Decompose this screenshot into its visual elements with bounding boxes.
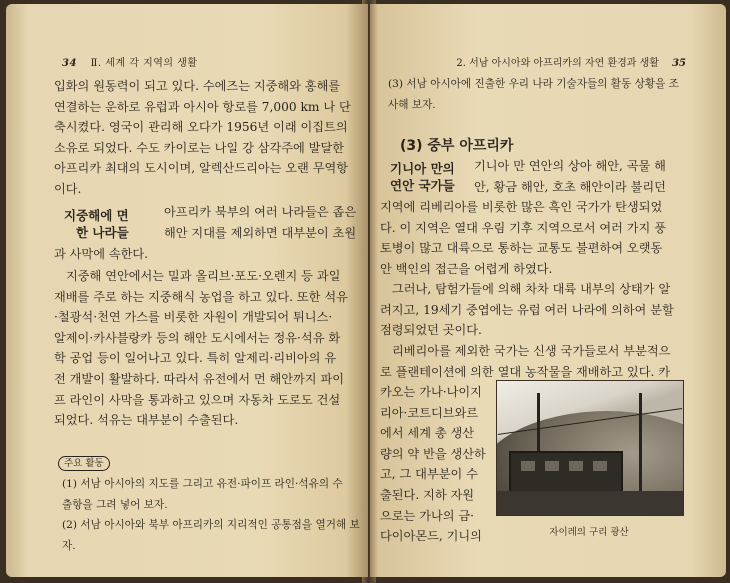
text-line: 카오는 가나·나이지 <box>380 385 482 399</box>
text-line: 입화의 원동력이 되고 있다. 수에즈는 지중해와 홍해를 <box>54 79 341 93</box>
text-line: 다이아몬드, 기니의 <box>380 529 482 544</box>
subheading-line: 지중해에 면 <box>64 208 129 223</box>
text-line: 프 라인이 사막을 통과하고 있으며 자동차 도로도 건설 <box>54 392 341 407</box>
left-page <box>6 4 368 577</box>
left-subheading-text-cont <box>54 244 148 265</box>
text-line: 고, 그 대부분이 수 <box>380 467 478 482</box>
text-line: 아프리카 북부의 여러 나라들은 좁은 <box>164 205 357 219</box>
text-line: 연결하는 운하로 유럽과 아시아 항로를 7,000 km 나 단 <box>54 99 351 114</box>
left-page-number: 34 <box>62 58 77 69</box>
left-running-title: Ⅱ. 세계 각 지역의 생활 <box>90 58 198 69</box>
left-paragraph-2 <box>54 266 348 431</box>
subheading-line: 연안 국가들 <box>390 178 455 193</box>
text-line: 되었다. 석유는 대부분이 수출된다. <box>54 413 239 428</box>
text-line: 이다. <box>54 181 82 196</box>
text-line: 그러나, 탐험가들에 의해 차차 대륙 내부의 상태가 알 <box>392 282 671 296</box>
right-activity-3 <box>388 74 679 115</box>
text-line: 에서 세계 총 생산 <box>380 426 475 441</box>
text-line: 로 플랜테이션에 의한 열대 농작물을 재배하고 있다. 카 <box>380 364 671 379</box>
right-subheading <box>390 160 455 194</box>
text-line: 려지고, 19세기 중엽에는 유럽 여러 나라에 의하여 분할 <box>380 302 674 317</box>
left-page-header <box>62 54 198 69</box>
photo-caption: 자이레의 구리 광산 <box>549 527 629 538</box>
text-line: 안, 황금 해안, 호초 해안이라 불리던 <box>474 179 666 194</box>
text-line: 량의 약 반을 생산하 <box>380 446 486 461</box>
activity-line: (1) 서남 아시아의 지도를 그리고 유전·파이프 라인·석유의 수 <box>62 478 343 490</box>
text-line: 학 공업 등이 일어나고 있다. 특히 알제리·리비아의 유 <box>54 351 337 366</box>
right-page-header <box>456 54 686 69</box>
text-line: 전 개발이 활발하다. 따라서 유전에서 먼 해안까지 파이 <box>54 371 345 386</box>
activity-line: 사해 보자. <box>388 98 436 111</box>
text-line: 기니아 만 연안의 상아 해안, 곡물 해 <box>474 159 666 173</box>
subheading-line: 기니아 만의 <box>390 161 455 176</box>
text-line: 해안 지대를 제외하면 대부분이 초원 <box>164 225 357 240</box>
text-line: 재배를 주로 하는 지중해식 농업을 하고 있다. 또한 석유 <box>54 289 348 304</box>
text-line: 점령되었던 곳이다. <box>380 323 482 338</box>
text-line: ·철광석·천연 가스를 비롯한 자원이 개발되어 튀니스· <box>54 310 333 325</box>
activity-label: 주요 활동 <box>58 456 110 471</box>
text-line: 아프리카 최대의 도시이며, 알렉산드리아는 오랜 무역항 <box>54 161 349 176</box>
right-subheading-text <box>474 156 666 197</box>
activity-line: 자. <box>62 539 76 552</box>
right-paragraph-3-wrap <box>380 382 486 547</box>
text-line: 리베리아를 제외한 국가는 신생 국가들로서 부분적으 <box>392 344 671 358</box>
right-page <box>370 4 726 577</box>
left-activities <box>62 474 360 556</box>
photo-pole <box>639 393 642 503</box>
left-paragraph-1 <box>54 76 351 200</box>
text-line: 지중해 연안에서는 밀과 올리브·포도·오렌지 등 과일 <box>66 269 341 283</box>
text-line: 토병이 많고 대륙으로 통하는 교통도 불편하여 오랫동 <box>380 241 663 256</box>
section-heading: (3) 중부 아프리카 <box>400 138 514 154</box>
activity-line: (3) 서남 아시아에 진출한 우리 나라 기술자들의 활동 상황을 조 <box>388 78 679 90</box>
right-running-title: 2. 서남 아시아와 아프리카의 자연 환경과 생활 <box>456 58 659 69</box>
mine-photo <box>496 380 684 516</box>
locomotive-window <box>593 461 607 471</box>
subheading-line: 한 나라들 <box>76 225 129 240</box>
locomotive-window <box>569 461 583 471</box>
text-line: 지역에 리베리아를 비롯한 많은 흑인 국가가 탄생되었 <box>380 200 663 214</box>
left-subheading-text <box>164 202 356 243</box>
text-line: 안 백인의 접근을 어렵게 하였다. <box>380 261 553 276</box>
locomotive-window <box>545 461 559 471</box>
photo-ground <box>497 491 683 515</box>
text-line: 리아·코트디브와르 <box>380 405 479 420</box>
right-paragraph-3 <box>380 341 670 382</box>
text-line: 다. 이 지역은 열대 우림 기후 지역으로서 여러 가지 풍 <box>380 220 666 235</box>
left-subheading <box>64 207 129 241</box>
right-page-number: 35 <box>672 58 686 69</box>
text-line: 출된다. 지하 자원 <box>380 487 475 502</box>
right-paragraph-1 <box>380 197 666 279</box>
text-line: 축시켰다. 영국이 관리해 오다가 1956년 이래 이집트의 <box>54 120 348 135</box>
activity-line: (2) 서남 아시아와 북부 아프리카의 지리적인 공통점을 열거해 보 <box>62 519 360 532</box>
activity-line: 출항을 그려 넣어 보자. <box>62 498 168 511</box>
text-line: 알제이·카사블랑카 등의 해안 도시에서는 정유·석유 화 <box>54 330 341 345</box>
text-line: 으로는 가나의 금· <box>380 508 475 523</box>
text-line: 소유로 되었다. 수도 카이로는 나일 강 삼각주에 발달한 <box>54 140 345 155</box>
locomotive-window <box>521 461 535 471</box>
right-paragraph-2 <box>380 279 674 341</box>
text-line: 과 사막에 속한다. <box>54 247 149 261</box>
